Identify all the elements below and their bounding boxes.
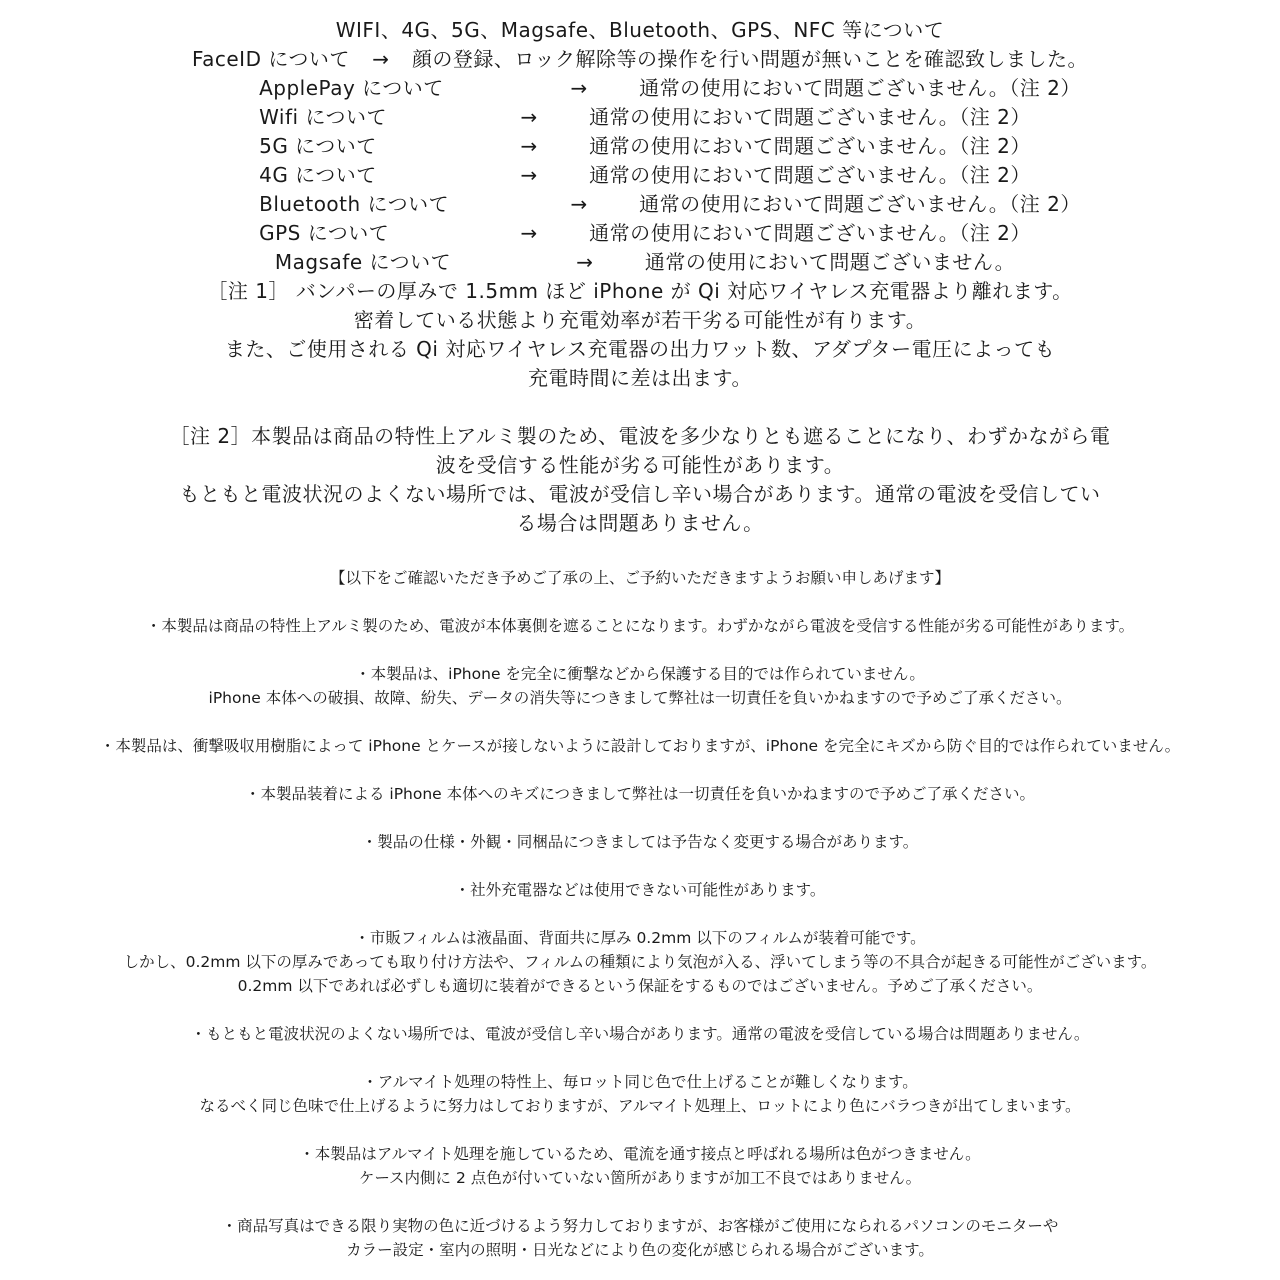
notice-item: ・本製品は商品の特性上アルミ製のため、電波が本体裏側を遮ることになります。わずかながら電波を受信する性能が劣る可能性があります。 — [145, 617, 1135, 635]
notice-item-line: カラー設定・室内の照明・日光などにより色の変化が感じられる場合がございます。 — [346, 1241, 934, 1259]
check-row — [0, 74, 1280, 103]
notice-item-line: しかし、0.2mm 以下の厚みであっても取り付け方法や、フィルムの種類により気泡が入る、浮いてしまう等の不具合が起きる可能性がございます。 — [123, 953, 1157, 971]
notice-item-line: iPhone 本体への破損、故障、紛失、データの消失等につきまして弊社は一切責任を負いかねますので予めご了承ください。 — [208, 689, 1072, 707]
notice-item: ・本製品は、iPhone を完全に衝撃などから保護する目的では作られていません。 — [355, 665, 925, 683]
note2-line: ［注 2］本製品は商品の特性上アルミ製のため、電波を多少なりとも遮ることになり、わずかながら電 — [169, 424, 1111, 448]
row-result: 通常の使用において問題ございません。（注 2） — [639, 192, 1081, 216]
arrow-icon: → — [520, 105, 538, 129]
notice-section — [0, 566, 1280, 1262]
faceid-row — [0, 45, 1280, 74]
note1-line: ［注 1］ バンパーの厚みで 1.5mm ほど iPhone が Qi 対応ワイヤレス充電器より離れます。 — [207, 279, 1073, 303]
row-label: 4G について — [259, 163, 377, 187]
notice-item: ・本製品装着による iPhone 本体へのキズにつきまして弊社は一切責任を負いかねますので予めご了承ください。 — [244, 785, 1036, 803]
arrow-icon: → — [520, 163, 538, 187]
notice-item-line: 0.2mm 以下であれば必ずしも適切に装着ができるという保証をするものではございません。予めご了承ください。 — [237, 977, 1043, 995]
notice-heading: 【以下をご確認いただき予めご了承の上、ご予約いただきますようお願い申しあげます】 — [329, 569, 950, 587]
notice-item: ・本製品は、衝撃吸収用樹脂によって iPhone とケースが接しないように設計しておりますが、iPhone を完全にキズから防ぐ目的では作られていません。 — [99, 737, 1181, 755]
check-row — [0, 132, 1280, 161]
note2-line: もともと電波状況のよくない場所では、電波が受信し辛い場合があります。通常の電波を受信してい — [179, 482, 1101, 506]
check-row — [0, 190, 1280, 219]
arrow-icon: → — [520, 134, 538, 158]
notice-item: ・アルマイト処理の特性上、毎ロット同じ色で仕上げることが難しくなります。 — [362, 1073, 918, 1091]
row-label: ApplePay について — [259, 76, 444, 100]
feature-heading: WIFI、4G、5G、Magsafe、Bluetooth、GPS、NFC 等について — [335, 18, 945, 42]
notice-item: ・本製品はアルマイト処理を施しているため、電流を通す接点と呼ばれる場所は色がつきません。 — [299, 1145, 981, 1163]
notice-item: ・商品写真はできる限り実物の色に近づけるよう努力しておりますが、お客様がご使用になられるパソコンのモニターや — [221, 1217, 1059, 1235]
notice-item: ・社外充電器などは使用できない可能性があります。 — [454, 881, 826, 899]
arrow-icon: → — [520, 221, 538, 245]
note2-line: る場合は問題ありません。 — [516, 511, 764, 535]
row-result: 顔の登録、ロック解除等の操作を行い問題が無いことを確認致しました。 — [411, 47, 1089, 71]
notice-item: ・製品の仕様・外観・同梱品につきましては予告なく変更する場合があります。 — [361, 833, 919, 851]
arrow-icon: → — [570, 192, 588, 216]
arrow-icon: → — [576, 250, 594, 274]
note2-line: 波を受信する性能が劣る可能性があります。 — [435, 453, 845, 477]
row-result: 通常の使用において問題ございません。（注 2） — [639, 76, 1081, 100]
check-row — [0, 219, 1280, 248]
arrow-icon: → — [570, 76, 588, 100]
row-label: FaceID について — [191, 47, 350, 71]
note1-line: また、ご使用される Qi 対応ワイヤレス充電器の出力ワット数、アダプター電圧によっても — [224, 337, 1056, 361]
row-result: 通常の使用において問題ございません。 — [644, 250, 1016, 274]
check-row — [0, 248, 1280, 277]
note1-line: 充電時間に差は出ます。 — [528, 366, 752, 390]
row-label: Bluetooth について — [259, 192, 450, 216]
row-label: GPS について — [259, 221, 390, 245]
feature-check-section — [0, 16, 1280, 538]
row-result: 通常の使用において問題ございません。（注 2） — [589, 134, 1031, 158]
notice-item: ・もともと電波状況のよくない場所では、電波が受信し辛い場合があります。通常の電波を受信している場合は問題ありません。 — [190, 1025, 1090, 1043]
row-label: Magsafe について — [274, 250, 452, 274]
note1-line: 密着している状態より充電効率が若干劣る可能性が有ります。 — [353, 308, 927, 332]
arrow-icon: → — [372, 47, 390, 71]
notice-item: ・市販フィルムは液晶面、背面共に厚み 0.2mm 以下のフィルムが装着可能です。 — [354, 929, 926, 947]
row-label: Wifi について — [259, 105, 388, 129]
row-result: 通常の使用において問題ございません。（注 2） — [589, 221, 1031, 245]
notice-item-line: なるべく同じ色味で仕上げるように努力はしておりますが、アルマイト処理上、ロットにより色にバラつきが出てしまいます。 — [199, 1097, 1081, 1115]
check-row — [0, 161, 1280, 190]
row-result: 通常の使用において問題ございません。（注 2） — [589, 163, 1031, 187]
row-label: 5G について — [259, 134, 377, 158]
check-row — [0, 103, 1280, 132]
row-result: 通常の使用において問題ございません。（注 2） — [589, 105, 1031, 129]
notice-item-line: ケース内側に 2 点色が付いていない箇所がありますが加工不良ではありません。 — [358, 1169, 922, 1187]
